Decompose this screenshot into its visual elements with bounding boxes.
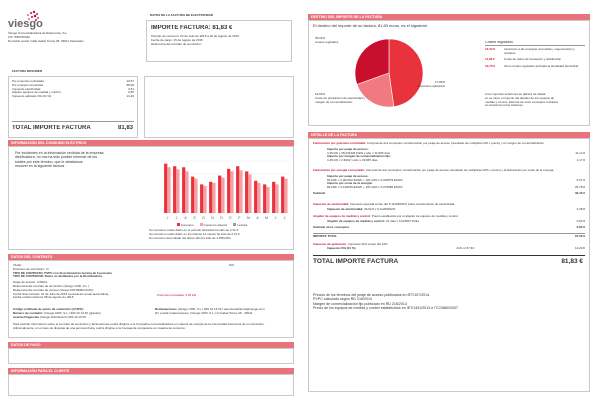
invoice-line-1: Periodo de consumo: 02 de Julio de 2015 a 02 de Agosto de 2015 — [151, 35, 239, 38]
contract-potencia: Potencia contratada: 3,45 kW — [157, 294, 197, 297]
company-name: Viesgo Comercializadora de Referencia, S.L. — [8, 32, 68, 35]
chart-tick-label: S — [193, 216, 196, 220]
detail-item-label: Importe por peaje de acceso: — [327, 174, 369, 178]
chart-bar-anterior — [248, 175, 251, 213]
payment-box — [8, 348, 294, 364]
cost-row — [485, 48, 585, 56]
chart-bar-consumo — [182, 167, 185, 213]
detail-subtotal-value: 0,80 € — [576, 224, 585, 229]
chart-tick-label: M — [265, 216, 268, 220]
destination-note — [485, 93, 585, 108]
summary-total-label: TOTAL IMPORTE FACTURA — [12, 125, 91, 131]
contract-claims: Reclamaciones (Viesgo CRR, S.L.) 900 10 14 60 / atencionalcliente@viesgo.com — [155, 308, 265, 311]
summary-row-label: Por potencia contratada — [12, 79, 44, 83]
contract-box — [8, 260, 294, 338]
consumption-stats — [149, 229, 240, 240]
customer-info-box — [8, 374, 294, 396]
detail-section-energia — [313, 169, 585, 196]
cost-value: 11,96 € — [485, 57, 495, 62]
pie-label-costes — [315, 37, 351, 45]
chart-bar-anterior — [221, 178, 224, 213]
detail-subtotal — [313, 226, 585, 230]
chart-bar-consumo — [209, 182, 212, 213]
summary-rows — [12, 80, 134, 99]
contract-line: TIPO DE CONTADOR: Datos no facilitados por la Distribuidora. — [13, 275, 103, 279]
detail-item — [313, 220, 585, 224]
cost-value: 12,34 € — [485, 46, 496, 51]
detail-subtotal-value: 32,45 € — [574, 190, 585, 195]
contract-postal: Dir. postal reclamaciones: (Viesgo CRR, S.L.) C/ Isabel Torres 25 - 39011 — [155, 312, 253, 315]
cost-row — [485, 58, 585, 62]
consumption-note-line: resolver en la siguiente factura. — [15, 164, 65, 169]
summary-row-value: 0,80 — [128, 90, 134, 95]
consumption-stat: Su consumo medio diario en el periodo facturado ha sido de 2,31 € — [149, 229, 239, 232]
contract-line: TIPO DE CONTRATO: PVPC con discriminación horaria de 2 periodos — [13, 271, 113, 275]
detail-total-label: TOTAL IMPORTE FACTURA — [313, 258, 399, 265]
detail-section-desc: Alquiler de equipos de medida y control: Precio establecido por el alquiler de equipos de medida y control. — [313, 215, 459, 218]
detail-section-alquiler — [313, 215, 585, 229]
cost-text: Coste de redes de transporte y distribución — [504, 57, 562, 62]
cost-value: 10,76 € — [485, 64, 496, 69]
detail-box — [308, 138, 590, 392]
summary-total-value: 81,83 — [117, 125, 133, 131]
summary-row-label: Impuesto electricidad — [12, 86, 41, 91]
pie-slice-0 — [389, 39, 423, 107]
chart-bar-anterior — [203, 186, 206, 213]
detail-subtotal-label: Subtotal otros conceptos — [313, 224, 350, 229]
detail-item-label: Importe por coste de la energía: — [327, 182, 373, 186]
chart-bar-consumo — [245, 171, 248, 213]
importe-total-label: IMPORTE TOTAL — [313, 234, 338, 238]
detail-item-value: 2,38 € — [576, 206, 585, 211]
chart-bar-consumo — [173, 166, 176, 213]
pie-label-value: 39,06 € — [315, 36, 326, 40]
detail-item-calc: 83 kWh x 0,148159 €/kWh + 181 kWh x 0,079986 €/kWh — [327, 185, 403, 190]
detail-item-calc: 83 kWh x 0,062012 €/kWh + 181 kWh x 0,002879 €/kWh — [327, 177, 403, 182]
detail-item-label: Importe por margen de comercialización fijo: — [327, 155, 392, 159]
contract-line: Peaje de acceso: 2.0DHA — [13, 281, 48, 285]
chart-bar-consumo — [272, 182, 275, 213]
detail-item — [313, 208, 585, 212]
detail-section-potencia — [313, 142, 585, 163]
detail-footer-line: Margen de comercialización fijo publicado en RD 216/2014 — [313, 301, 407, 306]
destination-note-line: A los importes anteriores se deberá de añadir, — [485, 93, 547, 96]
summary-row-value: 10,57 — [126, 79, 134, 83]
consumption-note-line: Por incidentes en la información recibida de la empresa — [15, 151, 104, 155]
company-cif: CIF: B39760439 — [8, 36, 30, 39]
chart-bar-consumo — [191, 177, 194, 213]
cost-text: Otros costes regulados (incluida la anualidad del déficit) — [504, 64, 579, 69]
detail-item-calc: 3,45 kW x 38,043426 €/kW y año x 31/365 días — [327, 150, 391, 155]
contract-line: Titular: — [13, 264, 23, 267]
contract-line: Referencia del contrato de suministro (Viesgo CRR, S.L.): — [13, 284, 90, 288]
detail-iva-value: 14,20 € — [574, 245, 585, 250]
summary-aside-box — [144, 76, 294, 138]
destination-header: DESTINO DEL IMPORTE DE LA FACTURA — [308, 14, 590, 20]
chart-bar-anterior — [257, 183, 260, 213]
consumption-note-line: totales por este término, que le detallamos — [15, 159, 83, 164]
legend-consumo: Consumo — [177, 223, 194, 228]
company-address: Domicilio social: Calle Isabel Torres 25. 39011 Santander — [8, 40, 84, 43]
chart-bar-consumo — [218, 176, 221, 213]
detail-item-calc: Alquiler de equipos de medida y control: 31 días x 0,026667 €/día — [327, 218, 419, 223]
consumption-stat: Su consumo medio diario en los últimos 14 meses ha sido de 2,41 € — [149, 232, 240, 236]
chart-bar-consumo — [164, 164, 167, 213]
detail-subtotal — [313, 192, 585, 196]
chart-bar-anterior — [185, 171, 188, 213]
chart-tick-label: F — [238, 216, 241, 220]
chart-bar-anterior — [176, 169, 179, 213]
detail-item — [313, 159, 585, 163]
consumption-box — [8, 146, 294, 250]
chart-bar-anterior — [167, 167, 170, 213]
legend-lectura: Lectura — [233, 223, 247, 228]
contract-line: Fecha emisión factura: 08 de Agosto de 2015 — [13, 296, 74, 300]
detail-iva-desc: Impuesto de aplicación: Impuesto 21% al tipo del 21% — [313, 243, 388, 246]
detail-footer-line: Precios de los términos del peaje de acceso publicados en IET/107/2014. — [313, 293, 431, 297]
importe-total-value: 67,63 € — [574, 234, 585, 238]
chart-bar-anterior — [284, 179, 287, 213]
contract-nif: NIF: — [229, 264, 235, 267]
chart-tick-label: O — [202, 216, 205, 220]
left-page — [4, 4, 294, 396]
chart-tick-label: J — [175, 216, 178, 220]
summary-row — [12, 95, 134, 99]
summary-divider — [12, 121, 134, 122]
destination-box — [308, 20, 590, 126]
chart-tick-label: N — [211, 216, 214, 220]
detail-iva-row — [313, 247, 585, 251]
chart-tick-label: E — [229, 216, 232, 220]
detail-total-divider — [313, 255, 585, 256]
summary-row-value: 58,06 — [126, 82, 134, 87]
chart-tick-label: J — [166, 216, 169, 220]
destination-note-line: medida y control, además de otros conceptos incluidos — [485, 100, 559, 104]
chart-bar-anterior — [212, 183, 215, 213]
chart-bar-consumo — [254, 181, 257, 213]
detail-item-value: 11,14 € — [575, 150, 585, 155]
consumption-stat: Su consumo acumulado del último año ha sido de 1.458 kWh — [149, 236, 231, 240]
pie-label-name: Impuestos aplicados — [417, 83, 445, 88]
chart-tick-label: J — [283, 216, 286, 220]
detail-section-desc: Impuesto de electricidad: Impuesto especial al tipo del 5,11269632% sobre la facturación de electricidad. — [313, 203, 456, 206]
chart-bar-anterior — [194, 179, 197, 213]
consumption-note-line: distribuidora, no nos ha sido posible informar de los — [15, 155, 98, 160]
chart-bar-consumo — [263, 184, 266, 213]
contract-header: DATOS DEL CONTRATO — [8, 254, 294, 260]
detail-section-desc: Facturación por potencia contratada: Comprende dos conceptos: la facturación por peaje de acceso (resultado de multiplicar kW x precio) y el margen de comercialización. — [313, 142, 545, 145]
detail-footer-line: PVPC calculado según RD 216/2014 — [313, 297, 372, 302]
summary-header: FACTURA RESUMEN — [12, 70, 43, 73]
detail-section-impuesto — [313, 203, 585, 212]
detail-section-desc: Facturación por energía consumida: Comprende dos conceptos: la facturación por peaje de acceso (resultado de multiplicar kWh x precio) y la facturación por coste de la energía. — [313, 169, 555, 172]
customer-info-header: INFORMACIÓN PARA EL CLIENTE — [8, 368, 294, 374]
right-page — [302, 4, 596, 396]
detail-total-value: 81,83 € — [561, 258, 583, 265]
contract-line: Fecha final contrato: 01 de Julio de 2016 (renovación anual automática) — [13, 292, 109, 296]
pie-label-name: Costes regulados — [315, 39, 339, 44]
detail-item-label: Importe por peaje de acceso: — [327, 147, 369, 151]
invoice-line-3: Referencia del contrato de suministro: — [151, 43, 202, 46]
chart-bar-consumo — [227, 169, 230, 213]
chart-bar-anterior — [230, 171, 233, 213]
contract-footer — [13, 323, 291, 331]
contract-line: Dirección de suministro: C/ — [13, 267, 49, 271]
detail-item-value: 0,80 € — [576, 218, 585, 223]
pie-label-produccion — [315, 93, 371, 104]
detail-item-value: 1,17 € — [576, 158, 585, 163]
payment-header: DATOS DE PAGO — [8, 342, 294, 348]
legend-consumo-anterior: Consumo anterior — [200, 223, 228, 228]
chart-tick-label: J — [274, 216, 277, 220]
detail-item-value: 5,67 € — [576, 177, 585, 182]
detail-footer — [313, 293, 585, 311]
destination-intro: El destino del importe de su factura, 81,83 euros, es el siguiente: — [313, 24, 428, 28]
summary-row-label: Alquiler equipos de medida y control — [12, 90, 61, 95]
consumption-chart — [159, 159, 289, 221]
pie-label-value: 17,88 € — [434, 80, 445, 84]
detail-header: DETALLE DE LA FACTURA — [308, 132, 590, 138]
contract-cups: Código unificado de punto de suministro (CUPS): — [13, 308, 84, 311]
chart-bar-consumo — [236, 166, 239, 213]
summary-row-value: 3,51 — [128, 86, 134, 91]
chart-legend — [177, 223, 247, 228]
detail-item-value: 26,78 € — [574, 185, 585, 190]
invoice-data-box — [146, 20, 292, 62]
contract-meter: Número de contador: (Viesgo CRR, S.L.) 900 10 14 60 (gratuito) — [13, 312, 101, 315]
chart-tick-label: M — [247, 216, 250, 220]
cost-row — [485, 65, 585, 69]
consumption-header: INFORMACIÓN DEL CONSUMO ELÉCTRICO — [8, 140, 294, 146]
consumption-note — [15, 151, 145, 169]
chart-bar-anterior — [275, 184, 278, 213]
contract-footer-line: Adicionalmente, en el caso de disputas de una persona física, podrá dirigirse a la Consejería competente en materia de consumo. — [13, 326, 186, 330]
detail-subtotal-label: Subtotal — [313, 190, 325, 195]
cost-text: Incentivos a las energías renovables, cogeneración y residuos — [504, 46, 575, 55]
contract-footer-line: Para solicitar información sobre el contrato de suministro y facturaciones podrá dirigirse a la Compañía comercializadora en materia de energía de la Comunidad Autónoma de su suministro. — [13, 323, 265, 326]
detail-iva-calc: 21% s/ 67,63 — [456, 245, 474, 250]
contract-emergency: Averías/Urgencias (Viesgo Distribución) 900 10 10 05 — [13, 316, 86, 319]
destination-note-line: en su caso, el importe del alquiler de los equipos de — [485, 96, 555, 100]
chart-bar-anterior — [239, 170, 242, 213]
detail-item — [313, 186, 585, 190]
detail-footer-line: Precio de los equipos de medida y control establecidos en IET/1491/2013 e ITC/3860/2007 — [313, 306, 459, 311]
chart-tick-label: A — [256, 216, 259, 220]
pie-label-name: Coste de producción de electricidad y margen de comercialización — [315, 95, 366, 104]
destination-note-line: en la factura (si los hubiese). — [485, 104, 524, 108]
invoice-title: IMPORTE FACTURA: 81,83 € — [151, 25, 233, 31]
chart-bar-consumo — [200, 184, 203, 213]
summary-row-label: Por energía consumida — [12, 82, 44, 87]
pie-label-impuestos — [405, 81, 445, 89]
summary-box — [8, 76, 138, 138]
cost-header: Costes regulados — [485, 41, 585, 46]
chart-tick-label: A — [184, 216, 187, 220]
pie-label-value: 24,89 € — [315, 92, 326, 96]
invoice-line-2: Fecha de cargo: 15 de Agosto de 2015 — [151, 39, 203, 42]
chart-bar-consumo — [281, 177, 284, 213]
logo-text: viesgo — [8, 18, 43, 30]
chart-bar-anterior — [266, 187, 269, 213]
summary-row-value: 14,20 — [126, 94, 134, 99]
detail-item-calc: Impuesto de electricidad: 46,62 € x 5,11269632% — [327, 206, 396, 211]
summary-row-label: Impuesto aplicado IVA (21 %) — [12, 94, 52, 99]
invoice-data-header: DATOS DE LA FACTURA DE ELECTRICIDAD — [150, 14, 214, 17]
detail-iva-label: Impuesto IVA (21 %) — [327, 245, 356, 250]
chart-tick-label: D — [220, 216, 223, 220]
cost-panel — [485, 41, 585, 69]
importe-total — [313, 233, 585, 239]
detail-item-calc: 3,45 kW x 4 €/kW y año x 31/365 días — [327, 158, 378, 163]
contract-line: Referencia del contrato de acceso (Viesgo DISTRIBUCIÓN): — [13, 288, 94, 292]
contract-lines — [13, 264, 163, 300]
detail-iva — [313, 243, 585, 251]
